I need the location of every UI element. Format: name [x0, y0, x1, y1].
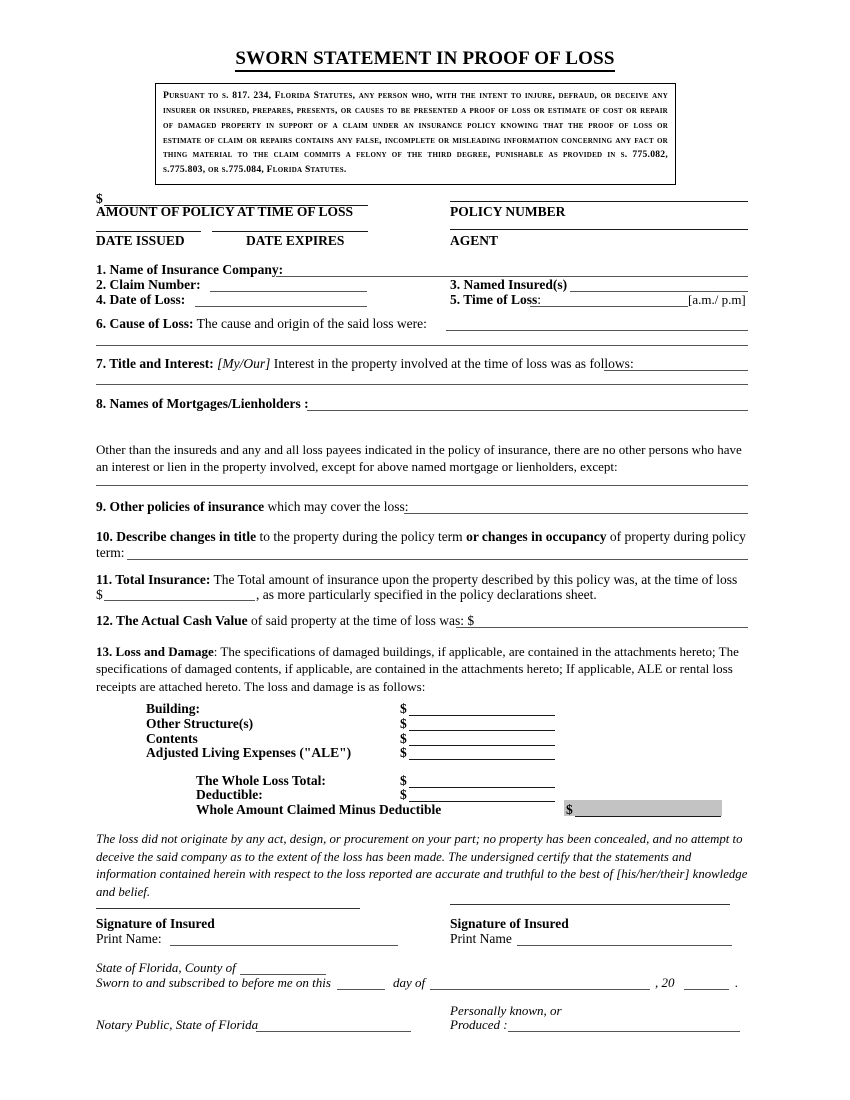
item11-tail-text: , as more particularly specified in the policy declarations sheet. — [256, 587, 597, 602]
date-issued-label: DATE ISSUED — [96, 233, 185, 248]
loss-total-dollar: $ — [566, 802, 573, 817]
item9-row — [96, 499, 408, 515]
item6-text: The cause and origin of the said loss were: — [196, 316, 427, 331]
whole-amount-highlight-box — [564, 800, 722, 816]
print-name-right-input[interactable] — [517, 945, 732, 946]
item2-input[interactable] — [210, 291, 367, 292]
loss-row-label: Adjusted Living Expenses ("ALE") — [146, 745, 352, 760]
item13-text: : The specifications of damaged buildings, if applicable, are contained in the attachments hereto; The specifications of damaged contents, if applicable, are contained in the attachments hereto; If applicable, ALE or rental loss receipts are attached hereto. The loss and damage is as follows: — [96, 644, 739, 694]
signature-left-title: Signature of Insured — [96, 916, 215, 931]
item6-label: 6. Cause of Loss: — [96, 316, 194, 331]
loss-row-input-other-structures[interactable] — [409, 730, 555, 731]
notary-produced-input[interactable] — [508, 1031, 740, 1032]
loss-row-input-contents[interactable] — [409, 745, 555, 746]
item9-text: which may cover the loss: — [267, 499, 409, 514]
item7-input-line2[interactable] — [96, 384, 748, 385]
item7-bracket: [My/Our] — [217, 356, 271, 371]
signature-right-title: Signature of Insured — [450, 916, 569, 931]
item9-label: 9. Other policies of insurance — [96, 499, 265, 514]
loss-row-label: Contents — [146, 731, 198, 746]
loss-row-dollar: $ — [400, 716, 407, 731]
item2-label: 2. Claim Number: — [96, 277, 201, 292]
item9-input[interactable] — [404, 513, 748, 514]
notary-sworn-label: Sworn to and subscribed to before me on this — [96, 975, 331, 990]
loss-total-label: Deductible: — [196, 787, 263, 802]
notary-month-input[interactable] — [430, 989, 650, 990]
statutory-warning-box — [155, 83, 676, 185]
loss-total-input-whole-amount-claimed[interactable] — [575, 816, 721, 817]
item12-label: 12. The Actual Cash Value — [96, 613, 248, 628]
loss-total-label: Whole Amount Claimed Minus Deductible — [196, 802, 442, 817]
loss-row-label: Other Structure(s) — [146, 716, 254, 731]
item13-paragraph — [96, 643, 750, 695]
print-name-left-label: Print Name: — [96, 931, 162, 946]
print-name-left-input[interactable] — [170, 945, 398, 946]
item12-row — [96, 613, 474, 629]
item10-text-c: of property during policy — [609, 529, 746, 544]
date-expires-label: DATE EXPIRES — [246, 233, 345, 248]
item5-ampm-suffix: [a.m./ p.m] — [688, 292, 746, 307]
item1-label: 1. Name of Insurance Company: — [96, 262, 284, 277]
item10-term-label: term: — [96, 545, 125, 560]
item10-input[interactable] — [127, 559, 748, 560]
loss-row-input-building[interactable] — [409, 715, 555, 716]
loss-row-dollar: $ — [400, 745, 407, 760]
item6-input-line2[interactable] — [96, 345, 748, 346]
loss-row-label: Building: — [146, 701, 201, 716]
item11-text: The Total amount of insurance upon the property described by this policy was, at the time of loss — [213, 572, 738, 587]
agent-input[interactable] — [450, 229, 748, 230]
item13-label: 13. Loss and Damage — [96, 644, 214, 659]
notary-public-label: Notary Public, State of Florida — [96, 1017, 259, 1032]
statutory-warning-text: Pursuant to s. 817. 234, Florida Statutes, any person who, with the intent to injure, defraud, or deceive any insurer or insured, prepares, presents, or causes to be presented a proof of loss or estimate of cost or repair of damaged property in support of a claim under an insurance policy knowing that the proof of loss or estimate of claim or repairs contains any false, incomplete or misleading information concerning any fact or thing material to the claim commits a felony of the third degree, punishable as provided in s. 775.082, s.775.803, or s.775.084, Florida Statutes. — [163, 90, 668, 176]
other-than-insureds-paragraph: Other than the insureds and any and all loss payees indicated in the policy of insurance, there are no other persons who have an interest or lien in the property involved, except for above named mortgage or lienholders, except: — [96, 442, 742, 475]
notary-day-of-label: day of — [393, 975, 426, 990]
item6-row — [96, 316, 427, 332]
certification-paragraph: The loss did not originate by any act, design, or procurement on your part; no property has been concealed, and no attempt to deceive the said company as to the extent of the loss has been made. The undersigned certify that the statements and information contained herein with respect to the loss reported are accurate and truthful to the best of [his/her/their] knowledge and belief. — [96, 832, 748, 899]
item6-input-line1[interactable] — [446, 330, 748, 331]
item11-label: 11. Total Insurance: — [96, 572, 211, 587]
item7-row — [96, 356, 634, 372]
notary-public-input[interactable] — [256, 1031, 411, 1032]
loss-total-dollar: $ — [400, 787, 407, 802]
item11-row — [96, 572, 737, 588]
notary-day-input[interactable] — [337, 989, 385, 990]
item3-label: 3. Named Insured(s) — [450, 277, 568, 292]
item11-input[interactable] — [104, 600, 255, 601]
loss-row-input-ale[interactable] — [409, 759, 555, 760]
item11-dollar-sign: $ — [96, 587, 103, 602]
notary-period: . — [735, 975, 739, 990]
item7-input-line1[interactable] — [604, 370, 748, 371]
item10-label: 10. Describe changes in title — [96, 529, 257, 544]
item5-colon: : — [537, 292, 542, 307]
amount-of-policy-label: AMOUNT OF POLICY AT TIME OF LOSS — [96, 204, 354, 219]
policy-number-label: POLICY NUMBER — [450, 204, 566, 219]
page-title — [0, 48, 850, 70]
notary-year-prefix: , 20 — [655, 975, 675, 990]
item8-input[interactable] — [307, 410, 748, 411]
signature-line-left[interactable] — [96, 908, 360, 909]
item8-label: 8. Names of Mortgages/Lienholders : — [96, 396, 309, 411]
item10-text-a: to the property during the policy term — [259, 529, 463, 544]
agent-label: AGENT — [450, 233, 499, 248]
loss-total-label: The Whole Loss Total: — [196, 773, 326, 788]
notary-year-input[interactable] — [684, 989, 729, 990]
loss-total-input-whole-loss[interactable] — [409, 787, 555, 788]
policy-number-input[interactable] — [450, 201, 748, 202]
loss-row-dollar: $ — [400, 701, 407, 716]
item10-row — [96, 529, 746, 545]
item5-row — [450, 292, 541, 308]
notary-personally-known-label: Personally known, or — [450, 1003, 562, 1018]
item4-label: 4. Date of Loss: — [96, 292, 186, 307]
item5-input[interactable] — [530, 306, 688, 307]
item4-input[interactable] — [195, 306, 367, 307]
notary-state-county-label: State of Florida, County of — [96, 960, 236, 975]
page-title-text: SWORN STATEMENT IN PROOF OF LOSS — [235, 48, 614, 72]
item12-input[interactable] — [456, 627, 748, 628]
other-than-insureds-input[interactable] — [96, 485, 748, 486]
item7-text: Interest in the property involved at the time of loss was as follows: — [273, 356, 634, 371]
item7-label: 7. Title and Interest: — [96, 356, 214, 371]
amount-dollar-sign: $ — [96, 191, 103, 206]
loss-row-dollar: $ — [400, 731, 407, 746]
signature-line-right[interactable] — [450, 904, 730, 905]
loss-total-dollar: $ — [400, 773, 407, 788]
date-issued-input[interactable] — [96, 231, 201, 232]
item10-text-b: or changes in occupancy — [466, 529, 607, 544]
notary-produced-label: Produced : — [450, 1017, 508, 1032]
item12-text: of said property at the time of loss was: $ — [251, 613, 475, 628]
date-expires-input[interactable] — [212, 231, 368, 232]
item5-label: 5. Time of Loss — [450, 292, 538, 307]
print-name-right-label: Print Name — [450, 931, 512, 946]
